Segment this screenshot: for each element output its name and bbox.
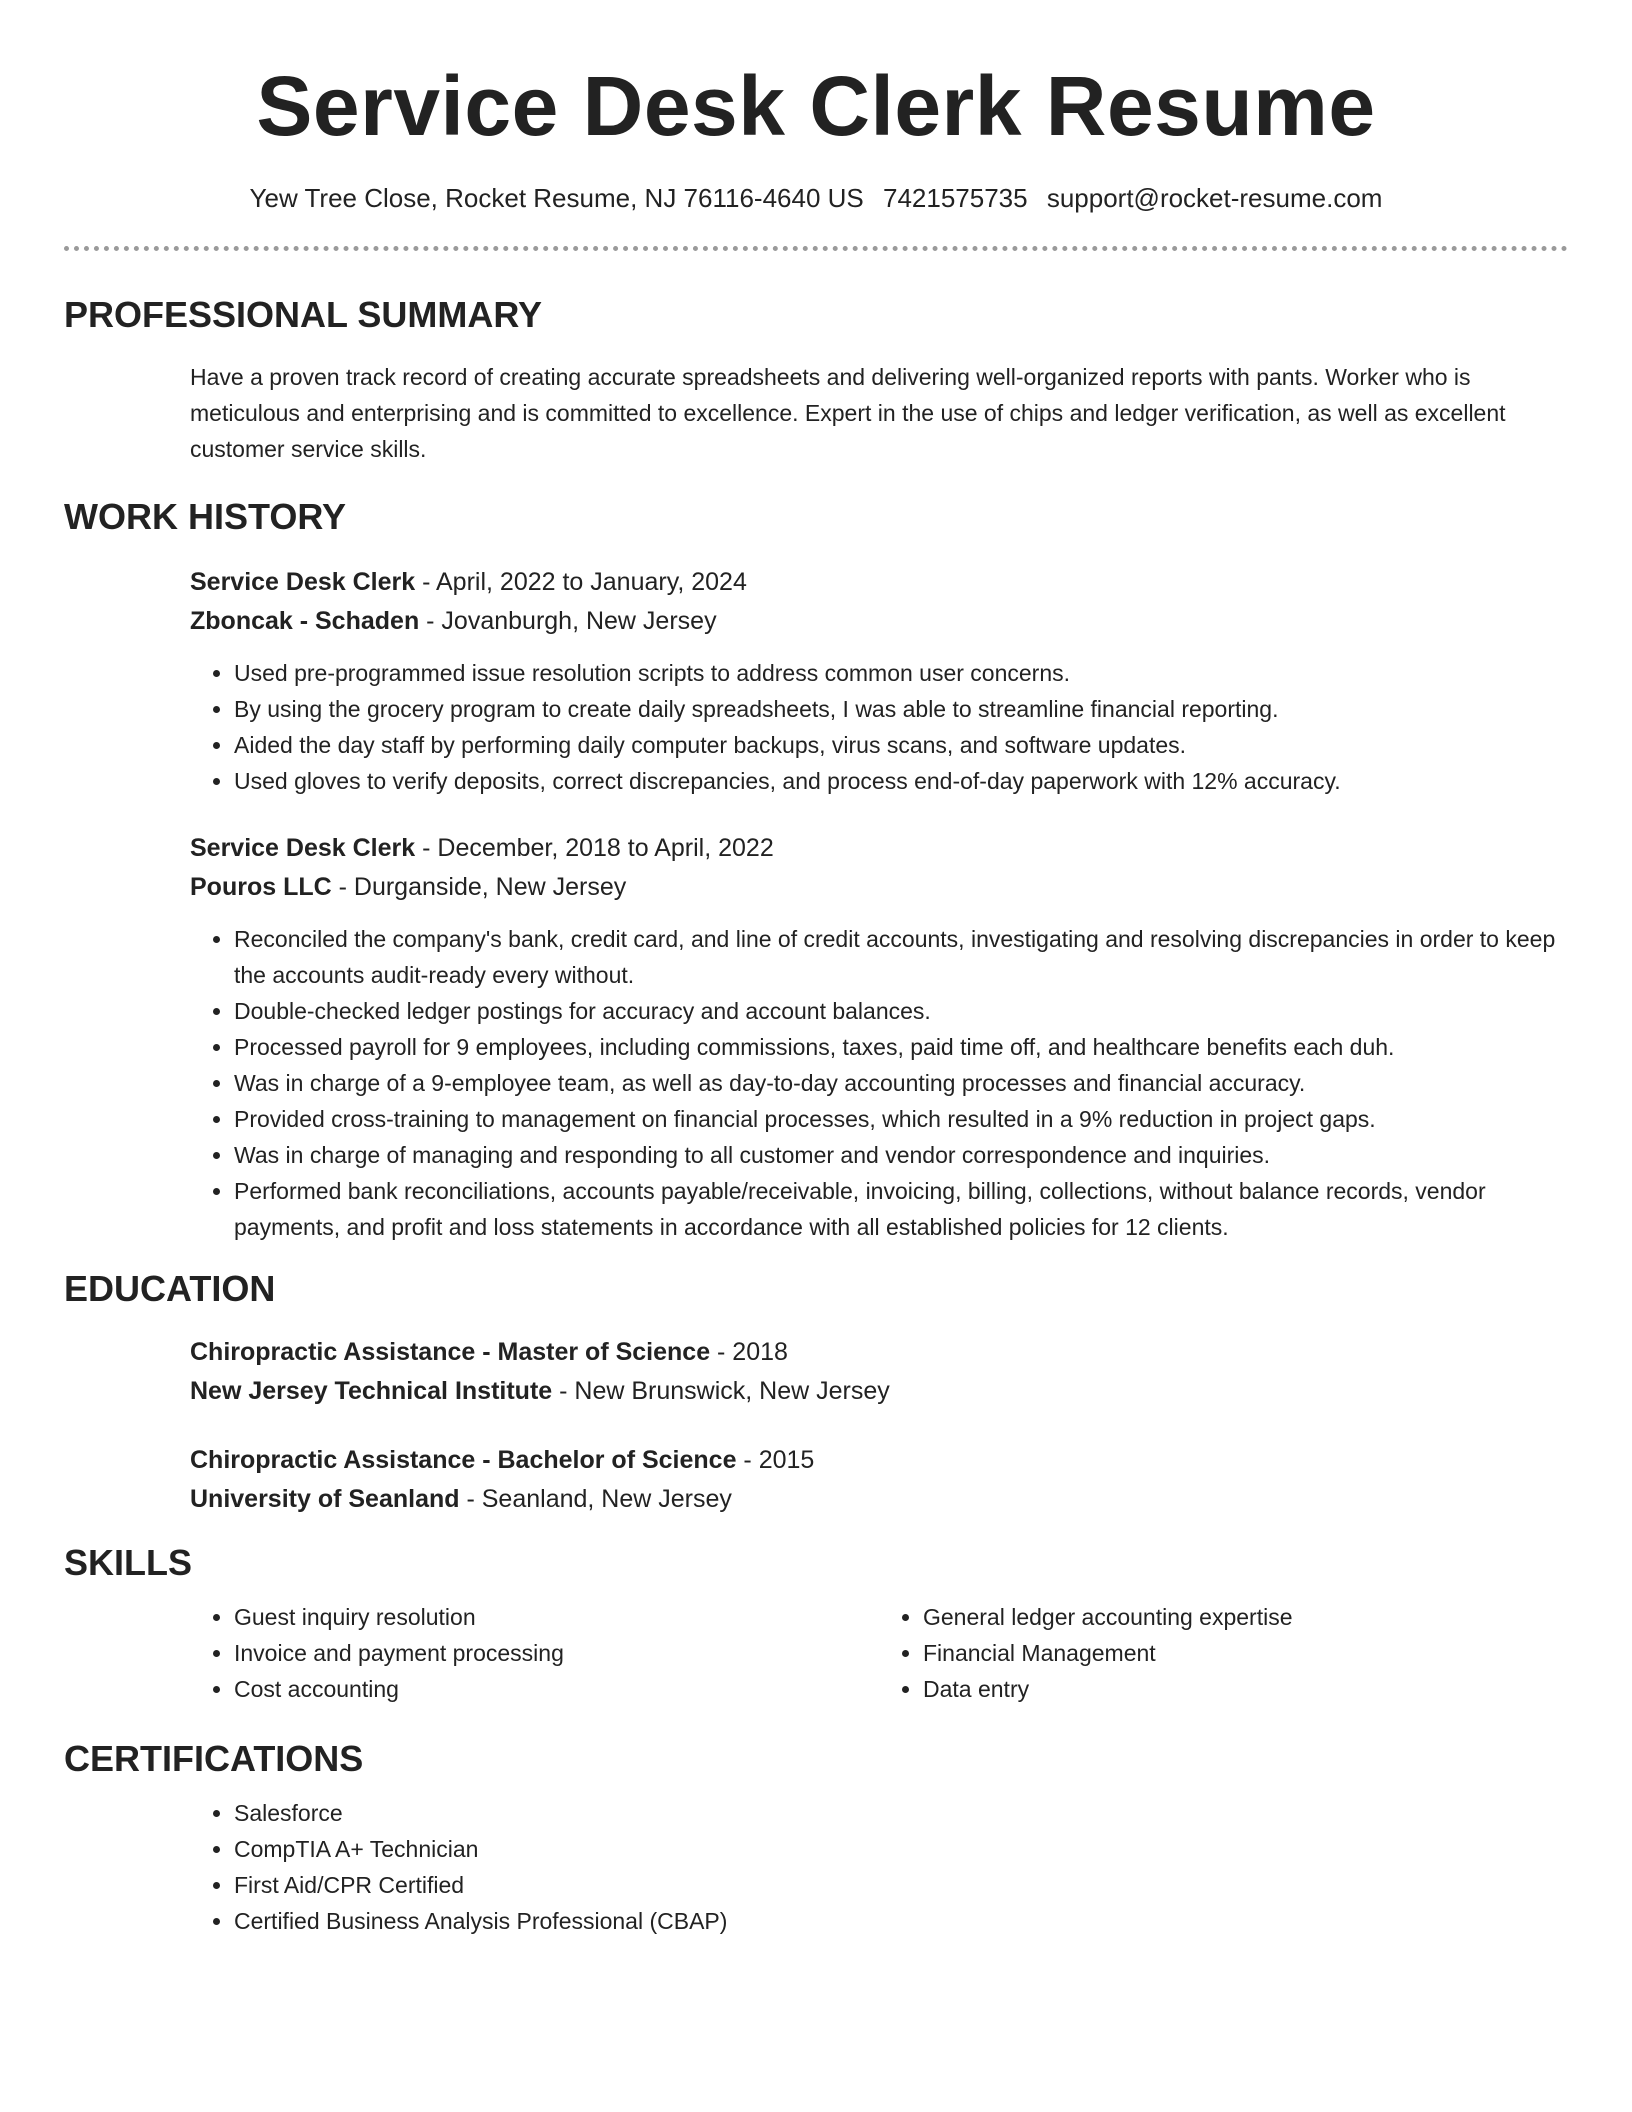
job-company-line bbox=[190, 868, 1568, 907]
job-company-line bbox=[190, 602, 1568, 641]
list-item: • Aided the day staff by performing daily computer backups, virus scans, and software updates. bbox=[234, 727, 1568, 763]
list-item: • Performed bank reconciliations, accounts payable/receivable, invoicing, billing, collections, without balance records, vendor payments, and profit and loss statements in accordance with all established policies for 12 clients. bbox=[234, 1173, 1568, 1245]
job-title: Service Desk Clerk bbox=[190, 834, 416, 862]
degree: Chiropractic Assistance - Master of Science bbox=[190, 1338, 711, 1366]
job-dates: - April, 2022 to January, 2024 bbox=[415, 568, 747, 596]
contact-address: Yew Tree Close, Rocket Resume, NJ 76116-4640 US bbox=[249, 183, 864, 213]
certifications-heading: CERTIFICATIONS bbox=[64, 1738, 364, 1779]
list-item: • CompTIA A+ Technician bbox=[234, 1831, 1568, 1867]
list-item: • Salesforce bbox=[234, 1795, 1568, 1831]
list-item: • Certified Business Analysis Professional (CBAP) bbox=[234, 1903, 1568, 1939]
list-item: • Used gloves to verify deposits, correct discrepancies, and process end-of-day paperwork with 12% accuracy. bbox=[234, 763, 1568, 799]
resume-title: Service Desk Clerk Resume bbox=[256, 59, 1376, 153]
degree-year: - 2015 bbox=[736, 1446, 815, 1474]
degree-line bbox=[190, 1333, 1568, 1372]
summary-text: Have a proven track record of creating accurate spreadsheets and delivering well-organized reports with pants. Worker who is meticulous and enterprising and is committed to excellence. Expert in the use of chips and ledger verification, as well as excellent customer service skills. bbox=[190, 364, 1506, 462]
list-item: • Processed payroll for 9 employees, including commissions, taxes, paid time off, and healthcare benefits each duh. bbox=[234, 1029, 1568, 1065]
contact-phone: 7421575735 bbox=[882, 183, 1028, 213]
list-item: • Financial Management bbox=[923, 1635, 1568, 1671]
skills-grid bbox=[190, 1599, 1568, 1707]
header-divider bbox=[64, 246, 1568, 251]
school: New Jersey Technical Institute bbox=[190, 1377, 553, 1405]
school: University of Seanland bbox=[190, 1485, 460, 1513]
list-item: • Reconciled the company's bank, credit card, and line of credit accounts, investigating and resolving discrepancies in order to keep the accounts audit-ready every without. bbox=[234, 921, 1568, 993]
list-item: • Was in charge of managing and responding to all customer and vendor correspondence and inquiries. bbox=[234, 1137, 1568, 1173]
job-bullets bbox=[190, 655, 1568, 799]
degree-year: - 2018 bbox=[710, 1338, 788, 1366]
job-company: Zboncak - Schaden bbox=[190, 607, 420, 635]
degree: Chiropractic Assistance - Bachelor of Science bbox=[190, 1446, 737, 1474]
job-company: Pouros LLC bbox=[190, 873, 332, 901]
list-item: • Cost accounting bbox=[234, 1671, 879, 1707]
skills-left-column bbox=[190, 1599, 879, 1707]
work-history-heading: WORK HISTORY bbox=[64, 496, 347, 537]
school-line bbox=[190, 1480, 1568, 1519]
education-heading: EDUCATION bbox=[64, 1268, 276, 1309]
job-title-line bbox=[190, 829, 1568, 868]
skills-right-column bbox=[879, 1599, 1568, 1707]
list-item: • Double-checked ledger postings for accuracy and account balances. bbox=[234, 993, 1568, 1029]
school-line bbox=[190, 1372, 1568, 1411]
certifications-list bbox=[190, 1795, 1568, 1939]
certifications-list-wrapper bbox=[190, 1795, 1568, 1939]
job-title-line bbox=[190, 563, 1568, 602]
skills-heading: SKILLS bbox=[64, 1542, 193, 1583]
list-item: • Provided cross-training to management on financial processes, which resulted in a 9% reduction in project gaps. bbox=[234, 1101, 1568, 1137]
education-entry bbox=[190, 1333, 1568, 1411]
list-item: • Was in charge of a 9-employee team, as well as day-to-day accounting processes and financial accuracy. bbox=[234, 1065, 1568, 1101]
list-item: • First Aid/CPR Certified bbox=[234, 1867, 1568, 1903]
job-bullets bbox=[190, 921, 1568, 1245]
degree-line bbox=[190, 1441, 1568, 1480]
job-location: - Jovanburgh, New Jersey bbox=[419, 607, 717, 635]
list-item: • Invoice and payment processing bbox=[234, 1635, 879, 1671]
list-item: • Data entry bbox=[923, 1671, 1568, 1707]
job-entry bbox=[190, 829, 1568, 1245]
list-item: • General ledger accounting expertise bbox=[923, 1599, 1568, 1635]
job-title: Service Desk Clerk bbox=[190, 568, 416, 596]
school-location: - Seanland, New Jersey bbox=[459, 1485, 732, 1513]
list-item: • Guest inquiry resolution bbox=[234, 1599, 879, 1635]
education-entry bbox=[190, 1441, 1568, 1519]
job-dates: - December, 2018 to April, 2022 bbox=[415, 834, 774, 862]
summary-heading: PROFESSIONAL SUMMARY bbox=[64, 294, 543, 335]
contact-line bbox=[64, 180, 1568, 216]
job-entry bbox=[190, 563, 1568, 799]
job-location: - Durganside, New Jersey bbox=[331, 873, 627, 901]
list-item: • Used pre-programmed issue resolution scripts to address common user concerns. bbox=[234, 655, 1568, 691]
list-item: • By using the grocery program to create daily spreadsheets, I was able to streamline financial reporting. bbox=[234, 691, 1568, 727]
contact-email: support@rocket-resume.com bbox=[1046, 183, 1383, 213]
school-location: - New Brunswick, New Jersey bbox=[552, 1377, 890, 1405]
